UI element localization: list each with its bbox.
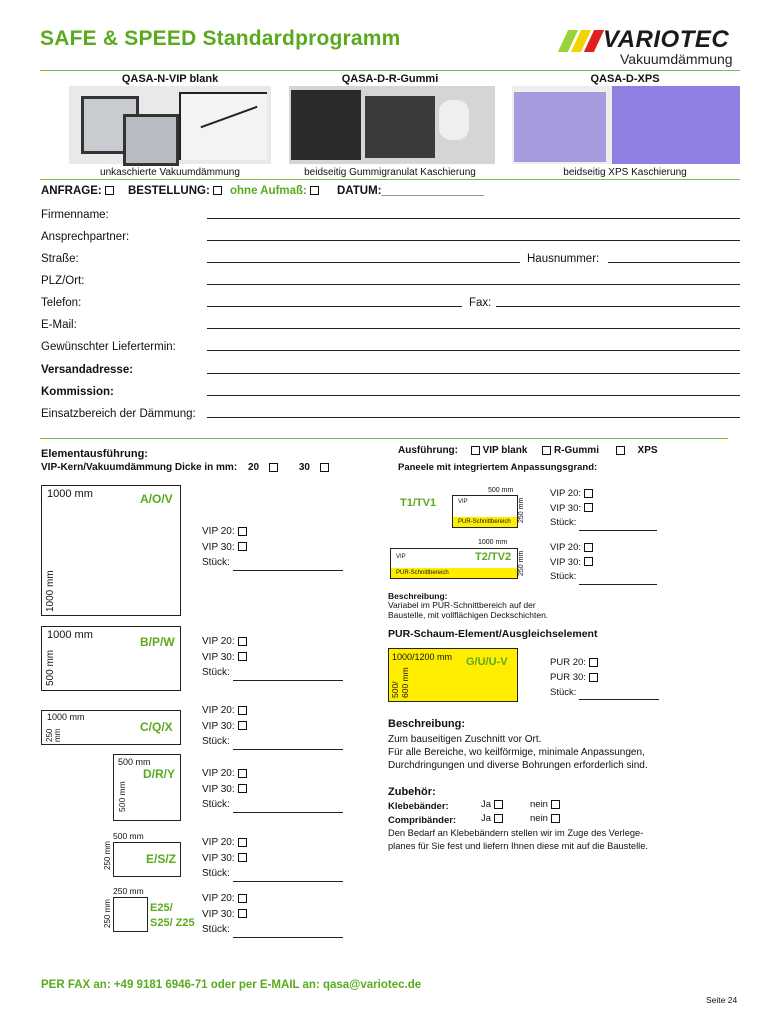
stueck-label: Stück: <box>202 667 230 678</box>
einsatzbereich-field[interactable] <box>207 417 740 418</box>
compribaender-nein[interactable] <box>530 813 560 824</box>
email-field[interactable] <box>207 328 740 329</box>
dicke-20-label: 20 <box>247 462 260 473</box>
nein-label: nein <box>530 799 548 810</box>
stueck-label: Stück: <box>550 687 577 698</box>
aov-height: 1000 mm <box>45 570 56 612</box>
t-beschreibung-text-2: Baustelle, mit vollflächigen Deckschichten. <box>388 610 549 620</box>
telefon-label: Telefon: <box>41 297 82 309</box>
vip20-label: VIP 20: <box>202 636 235 647</box>
zubehoer-note-1: Den Bedarf an Klebebändern stellen wir im Zuge des Verlege- <box>388 828 644 838</box>
fax-label: Fax: <box>469 297 492 309</box>
vip30-checkbox[interactable] <box>238 542 247 551</box>
klebebaender-nein[interactable] <box>530 799 560 810</box>
stueck-label: Stück: <box>202 799 230 810</box>
stueck-label: Stück: <box>202 868 230 879</box>
brand-name: VARIOTEC <box>603 26 730 53</box>
compribaender-label: Compribänder: <box>388 815 457 826</box>
stueck-label: Stück: <box>550 517 577 528</box>
desc-line-1: Zum bauseitigen Zuschnitt vor Ort. <box>388 734 542 745</box>
t1-options <box>550 487 657 531</box>
anfrage-option[interactable] <box>41 185 114 197</box>
versandadresse-label: Versandadresse: <box>41 364 134 376</box>
vip20-label: VIP 20: <box>550 488 581 499</box>
klebebaender-label: Klebebänder: <box>388 801 449 812</box>
kommission-field[interactable] <box>207 395 740 396</box>
t1-vip-label: VIP <box>458 499 468 505</box>
vip20-checkbox[interactable] <box>238 838 247 847</box>
vip30-checkbox[interactable] <box>238 853 247 862</box>
ansprechpartner-field[interactable] <box>207 240 740 241</box>
vip20-label: VIP 20: <box>202 893 235 904</box>
aov-width: 1000 mm <box>47 488 93 500</box>
product-caption: beidseitig Gummigranulat Kaschierung <box>304 167 476 178</box>
vip20-label: VIP 20: <box>202 705 235 716</box>
versandadresse-field[interactable] <box>207 373 740 374</box>
strasse-label: Straße: <box>41 253 79 265</box>
e25-height: 250 mm <box>103 899 112 928</box>
t2-code: T2/TV2 <box>475 551 512 563</box>
esz-options <box>202 835 343 882</box>
e25-options <box>202 891 343 938</box>
bestellung-option[interactable] <box>128 185 222 197</box>
t2-vip-label: VIP <box>396 554 406 560</box>
hausnummer-field[interactable] <box>608 262 740 263</box>
e25-code: E25/ <box>150 902 173 914</box>
product-caption: beidseitig XPS Kaschierung <box>563 167 687 178</box>
firmenname-field[interactable] <box>207 218 740 219</box>
desc-line-2: Für alle Bereiche, wo keilförmige, minimale Anpassungen, <box>388 747 645 758</box>
ausfuehrung-row <box>398 445 658 456</box>
guv-code: G/U/U-V <box>466 656 508 668</box>
pur20-checkbox[interactable] <box>589 658 598 667</box>
vip30-label: VIP 30: <box>202 651 235 663</box>
vip30-checkbox[interactable] <box>238 784 247 793</box>
vip30-checkbox[interactable] <box>238 721 247 730</box>
dicke-30-label: 30 <box>298 462 310 473</box>
xps-checkbox[interactable] <box>616 446 625 455</box>
ja-checkbox[interactable] <box>494 800 503 809</box>
pur-heading: PUR-Schaum-Element/Ausgleichselement <box>388 628 598 640</box>
paneele-label: Paneele mit integriertem Anpassungsgrand: <box>398 462 598 473</box>
dry-height: 500 mm <box>117 781 127 812</box>
dry-code: D/R/Y <box>143 767 176 781</box>
vip20-label: VIP 20: <box>202 837 235 848</box>
liefertermin-field[interactable] <box>207 350 740 351</box>
guv-width: 1000/1200 mm <box>392 652 453 662</box>
rgummi-checkbox[interactable] <box>542 446 551 455</box>
t1-code: T1/TV1 <box>400 497 437 509</box>
vip30-label: VIP 30: <box>202 852 235 864</box>
t2-width: 1000 mm <box>478 539 508 546</box>
dicke-20-checkbox[interactable] <box>269 463 278 472</box>
element-heading: Elementausführung: <box>41 448 148 460</box>
zubehoer-note-2: planes für Sie fest und liefern Ihnen diese mit auf die Baustelle. <box>388 841 648 851</box>
klebebaender-ja[interactable] <box>481 799 503 810</box>
page-number: Seite 24 <box>706 995 738 1005</box>
dicke-30-checkbox[interactable] <box>320 463 329 472</box>
product-photo-xps <box>512 86 740 164</box>
dicke-label: VIP-Kern/Vakuumdämmung Dicke in mm: <box>41 462 238 473</box>
e25-width: 250 mm <box>113 886 144 896</box>
compribaender-ja[interactable] <box>481 813 503 824</box>
vip30-label: VIP 30: <box>202 720 235 732</box>
vip20-checkbox[interactable] <box>238 894 247 903</box>
vip30-checkbox[interactable] <box>584 557 593 566</box>
element-t1 <box>452 495 518 528</box>
einsatzbereich-label: Einsatzbereich der Dämmung: <box>41 408 196 420</box>
stueck-field[interactable] <box>233 740 343 750</box>
vip20-label: VIP 20: <box>202 526 235 537</box>
stueck-field[interactable] <box>579 575 657 585</box>
vip20-checkbox[interactable] <box>238 527 247 536</box>
brand-subtitle: Vakuumdämmung <box>620 51 733 67</box>
desc-heading: Beschreibung: <box>388 718 466 730</box>
dry-options <box>202 766 343 813</box>
bpw-code: B/P/W <box>140 635 175 649</box>
stueck-label: Stück: <box>550 571 577 582</box>
vip20-checkbox[interactable] <box>238 769 247 778</box>
ja-label: Ja <box>481 813 492 824</box>
bpw-options <box>202 634 343 681</box>
esz-code: E/S/Z <box>146 852 177 866</box>
vip20-checkbox[interactable] <box>238 637 247 646</box>
rgummi-label: R-Gummi <box>553 445 599 456</box>
strasse-field[interactable] <box>207 262 520 263</box>
ansprechpartner-label: Ansprechpartner: <box>41 231 130 243</box>
vip20-label: VIP 20: <box>202 768 235 779</box>
cqx-code: C/Q/X <box>140 720 173 734</box>
dry-width: 500 mm <box>118 757 151 767</box>
product-caption: unkaschierte Vakuumdämmung <box>100 167 240 178</box>
pur20-label: PUR 20: <box>550 657 586 668</box>
ja-checkbox[interactable] <box>494 814 503 823</box>
product-title: QASA-N-VIP blank <box>121 73 219 85</box>
aov-options <box>202 524 343 571</box>
datum-field[interactable]: DATUM:________________ <box>337 185 484 197</box>
bestellung-checkbox[interactable] <box>213 186 222 195</box>
ja-label: Ja <box>481 799 492 810</box>
liefertermin-label: Gewünschter Liefertermin: <box>41 341 176 353</box>
stueck-field[interactable] <box>233 671 343 681</box>
vip30-label: VIP 30: <box>202 908 235 920</box>
section-divider <box>40 438 728 439</box>
esz-width: 500 mm <box>113 831 144 841</box>
pur30-label: PUR 30: <box>550 672 586 683</box>
firmenname-label: Firmenname: <box>41 209 109 221</box>
vip30-checkbox[interactable] <box>238 909 247 918</box>
cqx-width: 1000 mm <box>47 712 85 722</box>
email-label: E-Mail: <box>41 319 77 331</box>
bpw-height: 500 mm <box>45 649 56 686</box>
cqx-options <box>202 703 343 750</box>
product-title: QASA-D-R-Gummi <box>341 73 439 85</box>
vip30-label: VIP 30: <box>202 783 235 795</box>
photo-divider <box>40 179 740 180</box>
guv-height: 500/ <box>390 681 400 698</box>
stueck-label: Stück: <box>202 557 230 568</box>
cqx-height: 250 mm <box>45 728 62 742</box>
vip30-checkbox[interactable] <box>584 503 593 512</box>
vip20-label: VIP 20: <box>550 542 581 553</box>
anfrage-checkbox[interactable] <box>105 186 114 195</box>
page-title: SAFE & SPEED Standardprogramm <box>40 27 401 50</box>
hausnummer-label: Hausnummer: <box>527 253 600 265</box>
fax-field[interactable] <box>496 306 740 307</box>
vip20-checkbox[interactable] <box>238 706 247 715</box>
xps-label: XPS <box>637 445 658 456</box>
stueck-field[interactable] <box>579 521 657 531</box>
kommission-label: Kommission: <box>41 386 114 398</box>
ohne-aufmass-option[interactable] <box>230 185 319 197</box>
stueck-field[interactable] <box>579 690 659 700</box>
bpw-width: 1000 mm <box>47 629 93 641</box>
stueck-label: Stück: <box>202 924 230 935</box>
product-photo-vip <box>69 86 271 164</box>
stueck-field[interactable] <box>233 872 343 882</box>
vip30-label: VIP 30: <box>202 541 235 553</box>
e25-code-2: S25/ Z25 <box>150 917 195 929</box>
vip30-label: VIP 30: <box>550 556 581 568</box>
telefon-field[interactable] <box>207 306 462 307</box>
t2-options <box>550 541 657 585</box>
header-divider <box>40 70 740 71</box>
nein-label: nein <box>530 813 548 824</box>
vip20-checkbox[interactable] <box>584 543 593 552</box>
ohne-aufmass-checkbox[interactable] <box>310 186 319 195</box>
t2-height: 250 mm <box>518 550 525 576</box>
plz-field[interactable] <box>207 284 740 285</box>
nein-checkbox[interactable] <box>551 814 560 823</box>
dicke-row <box>41 462 329 473</box>
nein-checkbox[interactable] <box>551 800 560 809</box>
plz-label: PLZ/Ort: <box>41 275 85 287</box>
product-title: QASA-D-XPS <box>590 73 660 85</box>
vip20-checkbox[interactable] <box>584 489 593 498</box>
vip-blank-label: VIP blank <box>482 445 528 456</box>
t1-height: 250 mm <box>518 497 525 523</box>
bestellung-label: BESTELLUNG: <box>128 185 210 197</box>
stueck-field[interactable] <box>233 561 343 571</box>
guv-height-2: 600 mm <box>400 667 410 698</box>
product-photo-rgummi <box>289 86 495 164</box>
vip30-checkbox[interactable] <box>238 652 247 661</box>
pur30-checkbox[interactable] <box>589 673 598 682</box>
t2-pur-zone: PUR-Schnittbereich <box>391 568 517 578</box>
zubehoer-heading: Zubehör: <box>388 786 436 798</box>
esz-height: 250 mm <box>103 841 112 870</box>
aov-code: A/O/V <box>140 492 173 506</box>
fax-email-footer: PER FAX an: +49 9181 6946-71 oder per E-MAIL an: qasa@variotec.de <box>41 979 422 991</box>
stueck-field[interactable] <box>233 928 343 938</box>
ohne-aufmass-label: ohne Aufmaß: <box>230 185 307 197</box>
stueck-field[interactable] <box>233 803 343 813</box>
vip30-label: VIP 30: <box>550 502 581 514</box>
t-beschreibung-text-1: Variabel im PUR-Schnittbereich auf der <box>388 600 536 610</box>
stueck-label: Stück: <box>202 736 230 747</box>
t1-width: 500 mm <box>488 487 514 494</box>
anfrage-label: ANFRAGE: <box>41 185 102 197</box>
desc-line-3: Durchdringungen und diverse Bohrungen erforderlich sind. <box>388 760 648 771</box>
guv-options <box>550 655 659 700</box>
t-beschreibung-heading: Beschreibung: <box>388 591 448 601</box>
vip-blank-checkbox[interactable] <box>471 446 480 455</box>
t1-pur-zone: PUR-Schnittbereich <box>453 517 517 527</box>
element-e25 <box>113 897 148 932</box>
ausfuehrung-label: Ausführung: <box>398 445 458 456</box>
